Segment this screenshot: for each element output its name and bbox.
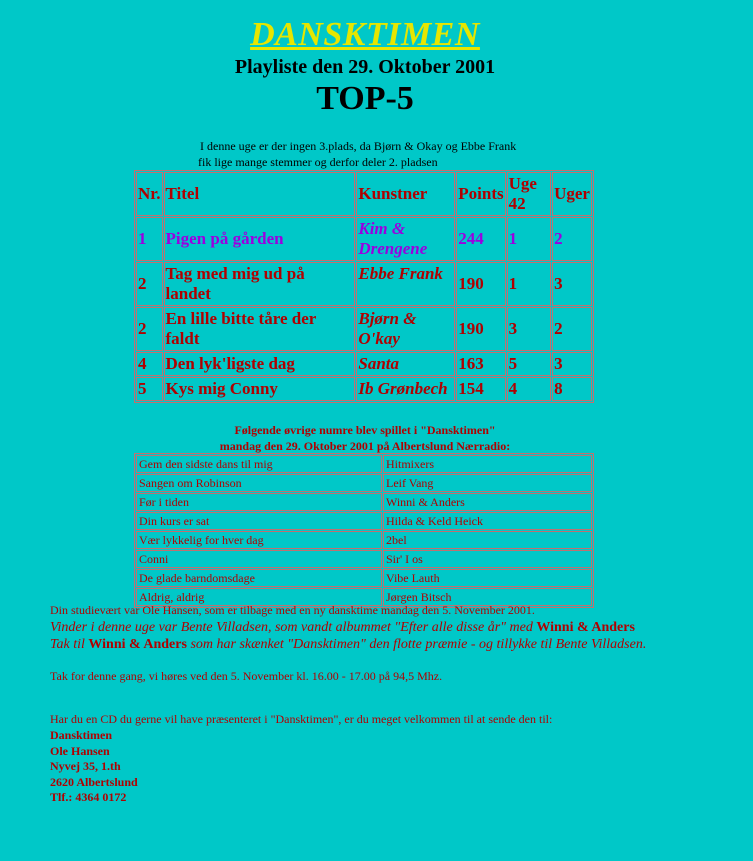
address-line: Ole Hansen <box>50 743 110 758</box>
top5-heading: TOP-5 <box>316 80 414 117</box>
winner-artist-2: Winni & Anders <box>88 637 187 652</box>
list-item <box>136 531 592 549</box>
row-artist: Kim & Drengene <box>356 217 455 261</box>
row-uge: 4 <box>507 377 551 401</box>
row-uger: 8 <box>552 377 592 401</box>
song-title: Aldrig, aldrig <box>136 588 382 606</box>
other-header-line-1: Følgende øvrige numre blev spillet i "Dansktimen" <box>234 423 496 437</box>
row-title: Kys mig Conny <box>164 377 356 401</box>
song-title: Sangen om Robinson <box>136 474 382 492</box>
list-item <box>136 512 592 530</box>
list-item <box>136 550 592 568</box>
address-line: 2620 Albertslund <box>50 774 138 789</box>
winner-part-c: Tak til <box>50 637 89 652</box>
other-songs-table <box>134 453 594 608</box>
row-nr: 1 <box>136 217 163 261</box>
list-item <box>136 455 592 473</box>
list-item <box>136 569 592 587</box>
row-artist: Ib Grønbech <box>356 377 455 401</box>
row-nr: 5 <box>136 377 163 401</box>
row-points: 190 <box>456 307 505 351</box>
song-title: Conni <box>136 550 382 568</box>
header-uger: Uger <box>552 172 592 216</box>
row-uge: 1 <box>507 217 551 261</box>
row-uge: 5 <box>507 352 551 376</box>
header-title: Titel <box>164 172 356 216</box>
list-item <box>136 493 592 511</box>
thanks-text: Tak for denne gang, vi høres ved den 5. November kl. 16.00 - 17.00 på 94,5 Mhz. <box>50 669 443 683</box>
other-songs-header <box>0 422 730 454</box>
row-artist: Ebbe Frank <box>356 262 455 306</box>
table-header-row <box>136 172 592 216</box>
address-line: Dansktimen <box>50 728 113 742</box>
top5-table <box>134 170 594 403</box>
song-title: Vær lykkelig for hver dag <box>136 531 382 549</box>
row-uge: 1 <box>507 262 551 306</box>
song-artist: Sir' I os <box>383 550 592 568</box>
row-uger: 2 <box>552 307 592 351</box>
winner-part-e: som har skænket "Dansktimen" den flotte præmie - og tillykke til Bente Villadsen. <box>186 637 647 652</box>
other-header-line-2: mandag den 29. Oktober 2001 på Albertslund Nærradio: <box>219 439 511 453</box>
row-uger: 3 <box>552 262 592 306</box>
song-artist: Leif Vang <box>383 474 592 492</box>
list-item <box>136 474 592 492</box>
song-artist: Vibe Lauth <box>383 569 592 587</box>
song-artist: Jørgen Bitsch <box>383 588 592 606</box>
header-points: Points <box>456 172 505 216</box>
row-artist: Santa <box>356 352 455 376</box>
header-nr: Nr. <box>136 172 163 216</box>
address-line: Tlf.: 4364 0172 <box>50 790 127 804</box>
row-title: En lille bitte tåre der faldt <box>164 307 356 351</box>
address-block <box>50 728 138 806</box>
row-points: 163 <box>456 352 505 376</box>
header-artist: Kunstner <box>356 172 455 216</box>
header-uge: Uge 42 <box>507 172 551 216</box>
host-text: Din studievært var Ole Hansen, som er tilbage med en ny dansktime mandag den 5. November 2001. <box>50 603 535 617</box>
song-title: Før i tiden <box>136 493 382 511</box>
row-points: 154 <box>456 377 505 401</box>
note-line-2: fik lige mange stemmer og derfor deler 2. pladsen <box>198 155 438 169</box>
song-title: Din kurs er sat <box>136 512 382 530</box>
table-row <box>136 262 592 306</box>
song-title: De glade barndomsdage <box>136 569 382 587</box>
row-title: Tag med mig ud på landet <box>164 262 356 306</box>
address-line: Nyvej 35, 1.th <box>50 759 121 773</box>
table-row <box>136 307 592 351</box>
page-title: DANSKTIMEN <box>250 16 480 53</box>
song-title: Gem den sidste dans til mig <box>136 455 382 473</box>
winner-part-a: Vinder i denne uge var Bente Villadsen, som vandt albummet "Efter alle disse år" med <box>50 620 537 635</box>
row-uger: 3 <box>552 352 592 376</box>
table-row <box>136 377 592 401</box>
row-title: Pigen på gården <box>164 217 356 261</box>
row-title: Den lyk'ligste dag <box>164 352 356 376</box>
row-uger: 2 <box>552 217 592 261</box>
winner-text <box>50 619 690 653</box>
row-artist: Bjørn & O'kay <box>356 307 455 351</box>
song-artist: Hilda & Keld Heick <box>383 512 592 530</box>
row-uge: 3 <box>507 307 551 351</box>
invite-text: Har du en CD du gerne vil have præsenteret i "Dansktimen", er du meget velkommen til at sende den til: <box>50 712 553 726</box>
row-points: 244 <box>456 217 505 261</box>
row-nr: 2 <box>136 307 163 351</box>
row-points: 190 <box>456 262 505 306</box>
song-artist: Hitmixers <box>383 455 592 473</box>
table-row <box>136 352 592 376</box>
table-row <box>136 217 592 261</box>
song-artist: Winni & Anders <box>383 493 592 511</box>
song-artist: 2bel <box>383 531 592 549</box>
row-nr: 4 <box>136 352 163 376</box>
row-nr: 2 <box>136 262 163 306</box>
note-line-1: I denne uge er der ingen 3.plads, da Bjørn & Okay og Ebbe Frank <box>200 139 517 153</box>
playlist-subtitle: Playliste den 29. Oktober 2001 <box>234 56 496 78</box>
winner-artist-1: Winni & Anders <box>536 620 635 635</box>
